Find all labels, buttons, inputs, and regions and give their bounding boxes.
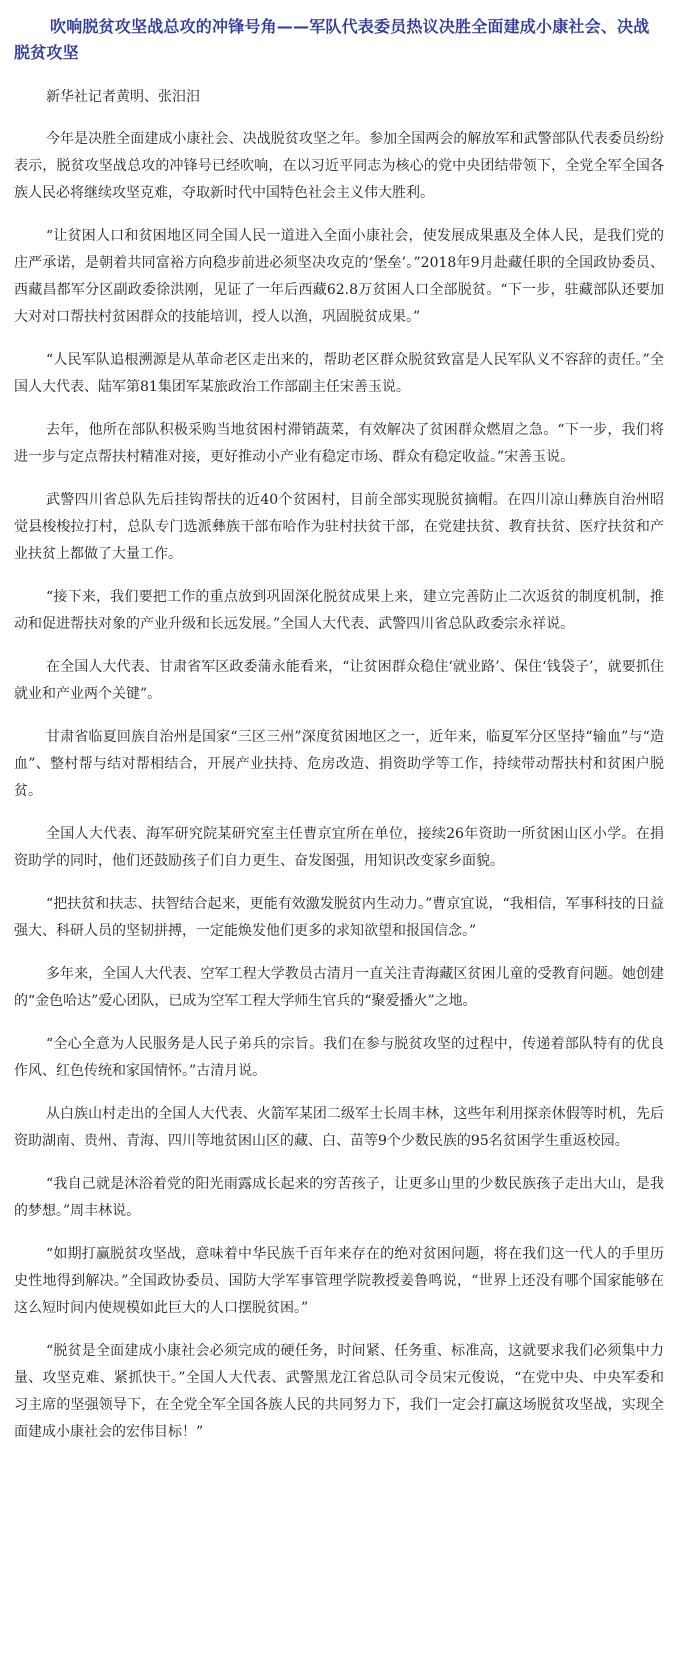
article-title: 吹响脱贫攻坚战总攻的冲锋号角——军队代表委员热议决胜全面建成小康社会、决战脱贫攻坚: [14, 17, 650, 62]
article-paragraph: “让贫困人口和贫困地区同全国人民一道进入全面小康社会，使发展成果惠及全体人民，是我们党的庄严承诺，是朝着共同富裕方向稳步前进必须坚决攻克的‘堡垒’。”2018年9月赴藏任职的全国政协委员、西藏昌都军分区副政委徐洪刚，见证了一年后西藏62.8万贫困人口全部脱贫。“下一步，驻藏部队还要加大对对口帮扶村贫困群众的技能培训，授人以渔，巩固脱贫成果。”: [14, 228, 664, 325]
article-paragraph: “如期打赢脱贫攻坚战，意味着中华民族千百年来存在的绝对贫困问题，将在我们这一代人的手里历史性地得到解决。”全国政协委员、国防大学军事管理学院教授姜鲁鸣说，“世界上还没有哪个国家能够在这么短时间内使规模如此巨大的人口摆脱贫困。”: [14, 1246, 664, 1316]
article-paragraph: “全心全意为人民服务是人民子弟兵的宗旨。我们在参与脱贫攻坚的过程中，传递着部队特有的优良作风、红色传统和家国情怀。”古清月说。: [14, 1036, 664, 1079]
article-paragraph: 今年是决胜全面建成小康社会、决战脱贫攻坚之年。参加全国两会的解放军和武警部队代表委员纷纷表示，脱贫攻坚战总攻的冲锋号已经吹响，在以习近平同志为核心的党中央团结带领下，全党全军全国各族人民必将继续攻坚克难，夺取新时代中国特色社会主义伟大胜利。: [14, 131, 664, 201]
article-paragraph: “我自己就是沐浴着党的阳光雨露成长起来的穷苦孩子，让更多山里的少数民族孩子走出大山，是我的梦想。”周丰林说。: [14, 1176, 664, 1219]
article-paragraph: 去年，他所在部队积极采购当地贫困村滞销蔬菜，有效解决了贫困群众燃眉之急。“下一步，我们将进一步与定点帮扶村精准对接，更好推动小产业有稳定市场、群众有稳定收益。”宋善玉说。: [14, 422, 664, 465]
article-paragraph: “人民军队追根溯源是从革命老区走出来的，帮助老区群众脱贫致富是人民军队义不容辞的责任。”全国人大代表、陆军第81集团军某旅政治工作部副主任宋善玉说。: [14, 352, 664, 395]
article-paragraph: “把扶贫和扶志、扶智结合起来，更能有效激发脱贫内生动力。”曹京宜说，“我相信，军事科技的日益强大、科研人员的坚韧拼搏，一定能焕发他们更多的求知欲望和报国信念。”: [14, 896, 664, 939]
article-paragraph: “接下来，我们要把工作的重点放到巩固深化脱贫成果上来，建立完善防止二次返贫的制度机制，推动和促进帮扶对象的产业升级和长远发展。”全国人大代表、武警四川省总队政委宗永祥说。: [14, 589, 664, 632]
article-paragraph: 从白族山村走出的全国人大代表、火箭军某团二级军士长周丰林，这些年利用探亲休假等时机，先后资助湖南、贵州、青海、四川等地贫困山区的藏、白、苗等9个少数民族的95名贫困学生重返校园。: [14, 1106, 664, 1149]
article-byline: 新华社记者黄明、张汨汨: [46, 89, 200, 105]
article-paragraph: 多年来，全国人大代表、空军工程大学教员古清月一直关注青海藏区贫困儿童的受教育问题。她创建的“金色哈达”爱心团队，已成为空军工程大学师生官兵的“聚爱播火”之地。: [14, 966, 664, 1009]
article-paragraph: “脱贫是全面建成小康社会必须完成的硬任务，时间紧、任务重、标准高，这就要求我们必须集中力量、攻坚克难、紧抓快干。”全国人大代表、武警黑龙江省总队司令员宋元俊说，“在党中央、中央军委和习主席的坚强领导下，在全党全军全国各族人民的共同努力下，我们一定会打赢这场脱贫攻坚战，实现全面建成小康社会的宏伟目标！”: [14, 1343, 664, 1440]
article-paragraph: 全国人大代表、海军研究院某研究室主任曹京宜所在单位，接续26年资助一所贫困山区小学。在捐资助学的同时，他们还鼓励孩子们自力更生、奋发图强，用知识改变家乡面貌。: [14, 826, 664, 869]
article-paragraph: 在全国人大代表、甘肃省军区政委蒲永能看来，“让贫困群众稳住‘就业路’、保住‘钱袋子’，就要抓住就业和产业两个关键”。: [14, 659, 664, 702]
article-paragraph: 甘肃省临夏回族自治州是国家“三区三州”深度贫困地区之一，近年来，临夏军分区坚持“输血”与“造血”、整村帮与结对帮相结合，开展产业扶持、危房改造、捐资助学等工作，持续带动帮扶村和贫困户脱贫。: [14, 729, 664, 799]
article-paragraph: 武警四川省总队先后挂钩帮扶的近40个贫困村，目前全部实现脱贫摘帽。在四川凉山彝族自治州昭觉县梭梭拉打村，总队专门选派彝族干部布哈作为驻村扶贫干部，在党建扶贫、教育扶贫、医疗扶贫和产业扶贫上都做了大量工作。: [14, 492, 664, 562]
